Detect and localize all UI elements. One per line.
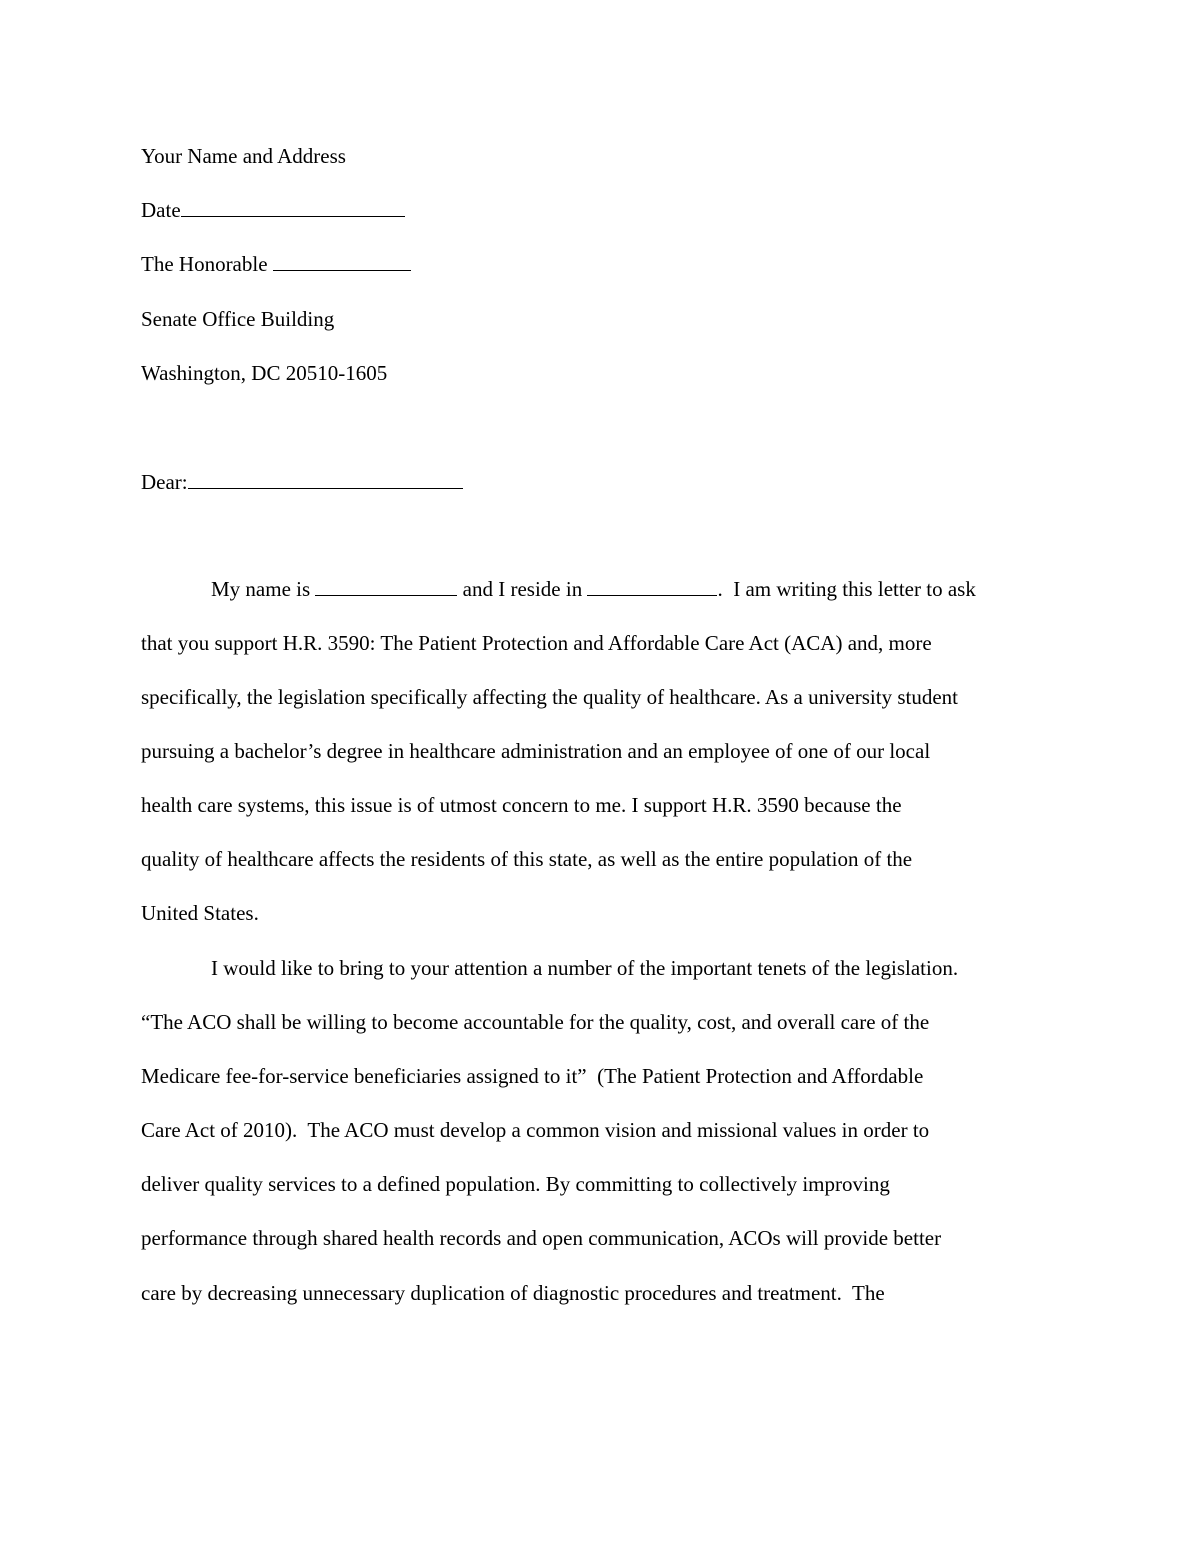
sender-name-address: Your Name and Address	[141, 144, 346, 168]
paragraph-1-line-5: health care systems, this issue is of utmost concern to me. I support H.R. 3590 because the	[141, 793, 902, 817]
paragraph-2-line-2: “The ACO shall be willing to become accountable for the quality, cost, and overall care of the	[141, 1010, 930, 1034]
paragraph-2-line-7: care by decreasing unnecessary duplication of diagnostic procedures and treatment. The	[141, 1281, 885, 1305]
p1-text-a: My name is	[211, 577, 311, 601]
paragraph-1-line-1	[211, 579, 976, 600]
date-blank[interactable]	[181, 200, 405, 217]
city-line: Washington, DC 20510-1605	[141, 361, 388, 385]
office-line: Senate Office Building	[141, 307, 335, 331]
name-blank[interactable]	[315, 579, 457, 596]
paragraph-1-line-3: specifically, the legislation specifically affecting the quality of healthcare. As a university student	[141, 685, 958, 709]
paragraph-1-line-7: United States.	[141, 901, 259, 925]
residence-blank[interactable]	[587, 579, 717, 596]
paragraph-1-line-4: pursuing a bachelor’s degree in healthcare administration and an employee of one of our local	[141, 739, 931, 763]
salutation-label: Dear:	[141, 470, 188, 494]
paragraph-2-line-6: performance through shared health records and open communication, ACOs will provide better	[141, 1226, 942, 1250]
paragraph-1-line-2: that you support H.R. 3590: The Patient Protection and Affordable Care Act (ACA) and, more	[141, 631, 932, 655]
date-label: Date	[141, 198, 181, 222]
paragraph-1-line-6: quality of healthcare affects the residents of this state, as well as the entire population of the	[141, 847, 913, 871]
date-line	[141, 200, 405, 221]
p1-text-b: and I reside in	[462, 577, 583, 601]
p1-text-c: . I am writing this letter to ask	[717, 577, 976, 601]
paragraph-2-line-3: Medicare fee-for-service beneficiaries assigned to it” (The Patient Protection and Affordable	[141, 1064, 924, 1088]
recipient-prefix: The Honorable	[141, 252, 268, 276]
recipient-line	[141, 254, 411, 275]
paragraph-2-line-1: I would like to bring to your attention a number of the important tenets of the legislation.	[211, 956, 959, 980]
paragraph-2-line-4: Care Act of 2010). The ACO must develop a common vision and missional values in order to	[141, 1118, 930, 1142]
paragraph-2-line-5: deliver quality services to a defined population. By committing to collectively improving	[141, 1172, 890, 1196]
salutation-blank[interactable]	[188, 472, 463, 489]
salutation-line	[141, 472, 463, 493]
recipient-name-blank[interactable]	[273, 254, 411, 271]
